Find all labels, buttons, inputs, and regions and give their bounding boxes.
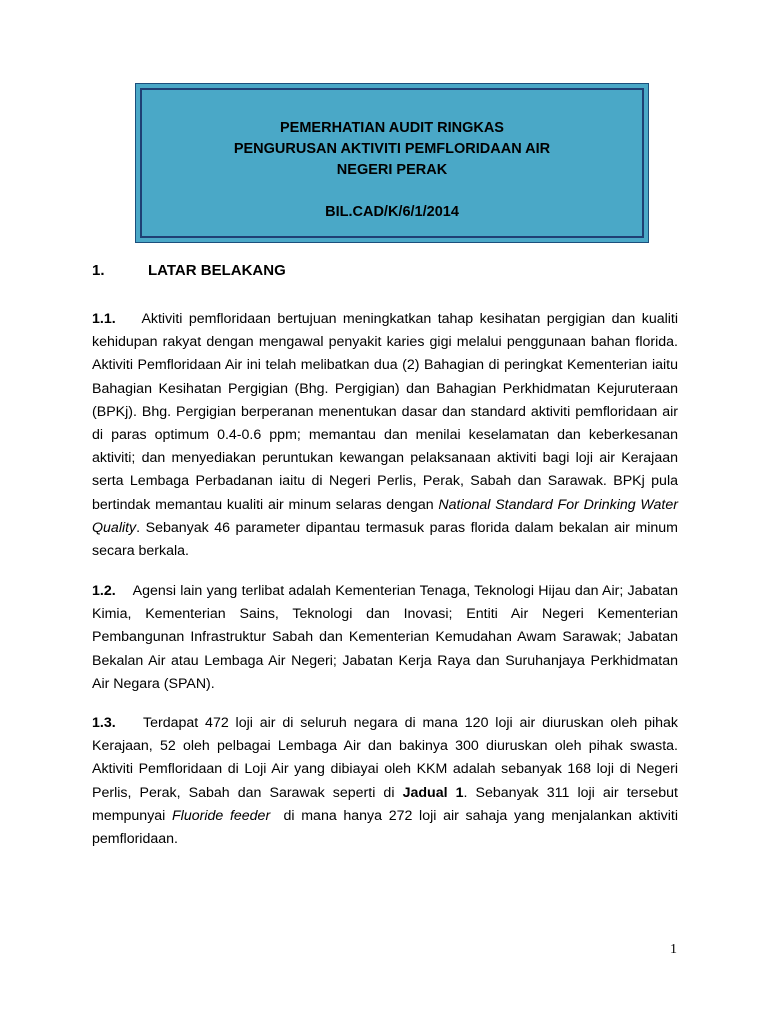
paragraph-text: di mana hanya 272 loji air sahaja yang menjalankan aktiviti pemfloridaan. (92, 807, 678, 848)
title-box-inner (140, 88, 644, 238)
paragraph-text: Terdapat 472 loji air di seluruh negara di mana 120 loji air diuruskan oleh pihak Kerajaan, 52 oleh pelbagai Lembaga Air dan bakinya 300 diuruskan oleh pihak swasta. Aktiviti Pemfloridaan di Loji Air yang dibiayai oleh KKM adalah sebanyak 168 loji di Negeri Perlis, Perak, Sabah dan Sarawak seperti di (92, 715, 678, 801)
paragraph-text: Agensi lain yang terlibat adalah Kementerian Tenaga, Teknologi Hijau dan Air; Jabatan Kimia, Kementerian Sains, Teknologi dan Inovasi; Entiti Air Negeri Kementerian Pembangunan Infrastruktur Sabah dan Kementerian Kemudahan Awam Sarawak; Jabatan Bekalan Air atau Lembaga Air Negeri; Jabatan Kerja Raya dan Suruhanjaya Perkhidmatan Air Negara (SPAN). (92, 583, 678, 692)
reference-number: BIL.CAD/K/6/1/2014 (325, 204, 459, 220)
table-reference: Jadual 1 (402, 784, 464, 801)
section-title: LATAR BELAKANG (148, 262, 286, 279)
title-line-3: NEGERI PERAK (336, 162, 448, 178)
paragraph-number: 1.1. (92, 311, 116, 327)
paragraph-1-3 (92, 712, 678, 851)
paragraph-1-2 (92, 580, 678, 696)
fluoride-feeder-term: Fluoride feeder (172, 807, 271, 824)
standard-name: National Standard For Drinking Water Quality (92, 496, 678, 536)
page-number: 1 (670, 942, 677, 957)
section-number: 1. (92, 262, 105, 279)
title-line-1: PEMERHATIAN AUDIT RINGKAS (280, 120, 504, 136)
title-box (135, 83, 649, 243)
paragraph-text: . Sebanyak 46 parameter dipantau termasuk paras florida dalam bekalan air minum secara berkala. (92, 519, 678, 560)
paragraph-1-1 (92, 308, 678, 563)
paragraph-text: . Sebanyak 311 loji air tersebut mempunyai (92, 784, 679, 824)
paragraph-number: 1.2. (92, 583, 116, 599)
title-line-2: PENGURUSAN AKTIVITI PEMFLORIDAAN AIR (233, 141, 551, 157)
paragraph-text: Aktiviti pemfloridaan bertujuan meningkatkan tahap kesihatan pergigian dan kualiti kehidupan rakyat dengan mengawal penyakit karies gigi melalui penggunaan bahan florida. Aktiviti Pemfloridaan Air ini telah melibatkan dua (2) Bahagian di peringkat Kementerian iaitu Bahagian Kesihatan Pergigian (Bhg. Pergigian) dan Bahagian Perkhidmatan Kejuruteraan (BPKj). Bhg. Pergigian berperanan menentukan dasar dan standard aktiviti pemfloridaan air di paras optimum 0.4-0.6 ppm; memantau dan menilai keselamatan dan keberkesanan aktiviti; dan menyediakan peruntukan kewangan pelaksanaan aktiviti bagi loji air Kerajaan serta Lembaga Perbadanan iaitu di Negeri Perlis, Perak, Sabah dan Sarawak. BPKj pula bertindak memantau kualiti air minum selaras dengan (92, 311, 678, 513)
section-heading (92, 262, 286, 279)
paragraph-number: 1.3. (92, 715, 116, 731)
